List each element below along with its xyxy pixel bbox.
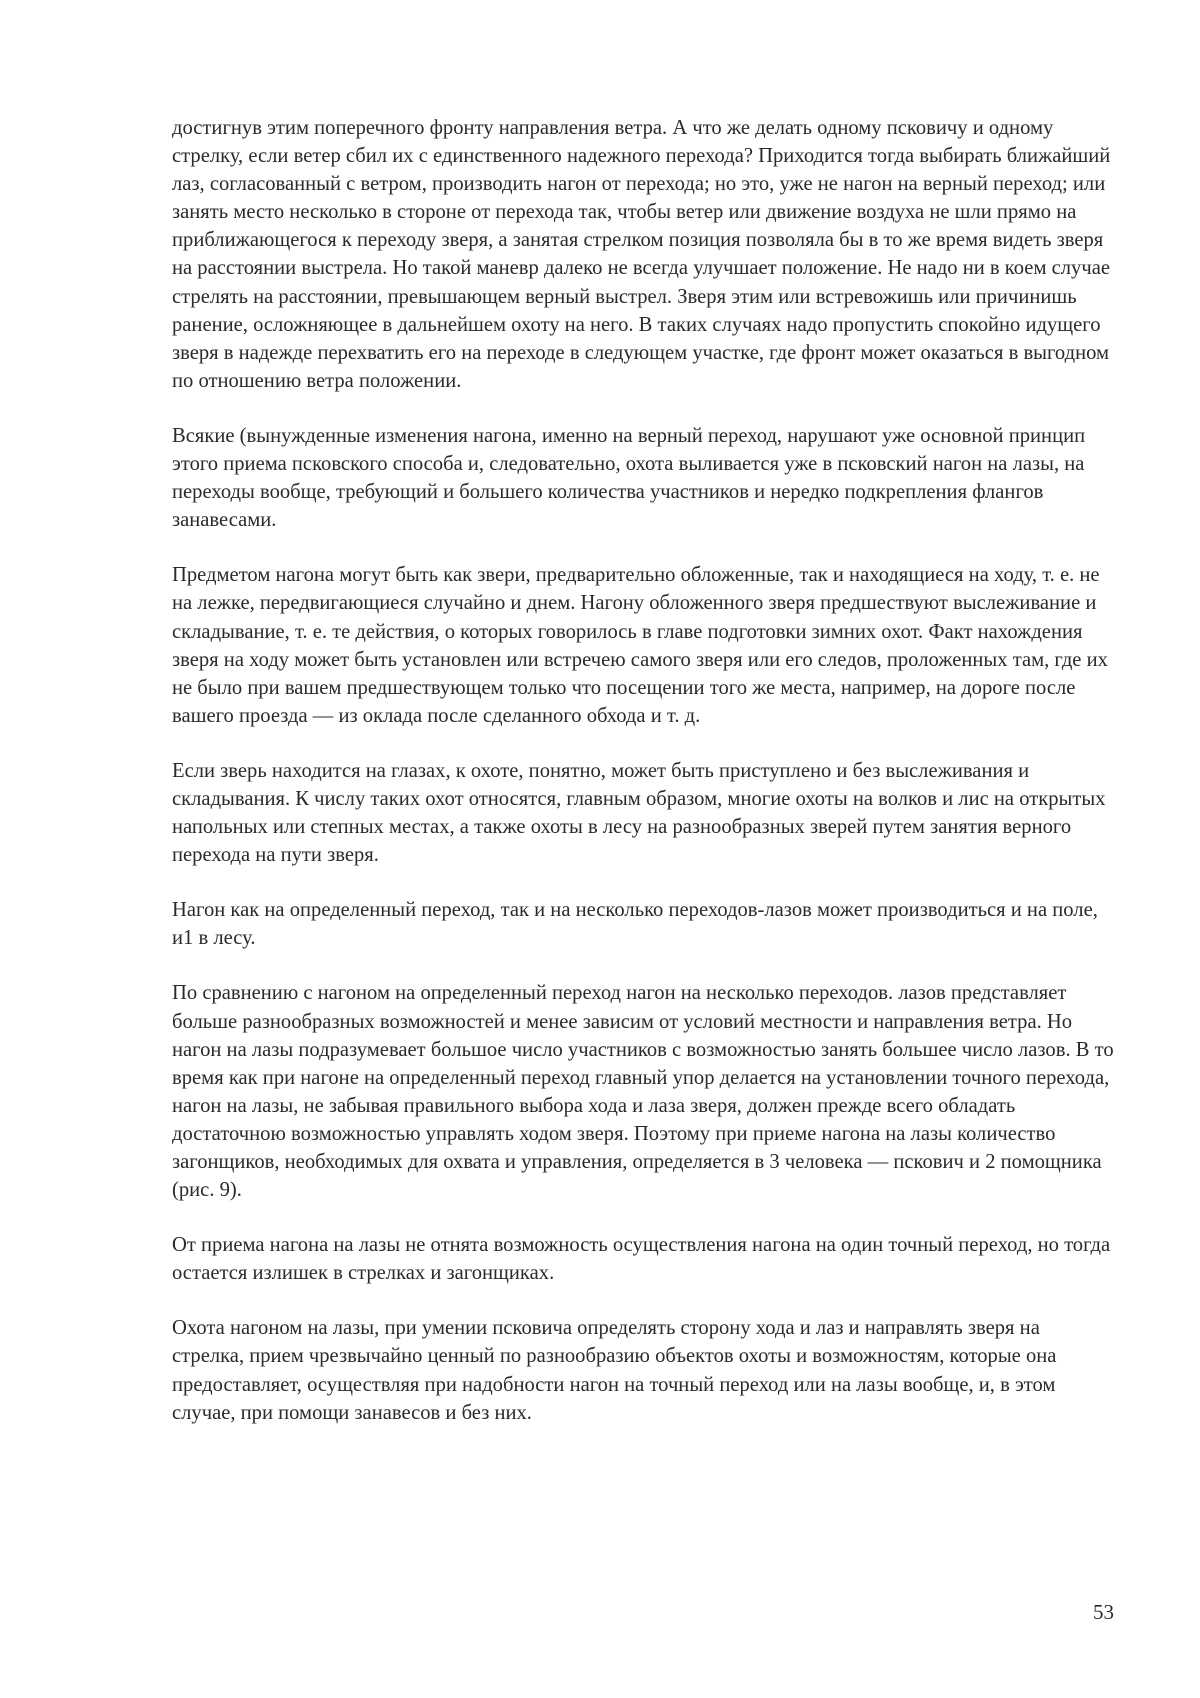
paragraph: Предметом нагона могут быть как звери, предварительно обложенные, так и находящиеся на ходу, т. е. не на лежке, передвигающиеся случайно и днем. Нагону обложенного зверя предшествуют выслеживание и складывание, т. е. те действия, о которых говорилось в главе подготовки зимних охот. Факт нахождения зверя на ходу может быть установлен или встречею самого зверя или его следов, проложенных там, где их не было при вашем предшествующем только что посещении того же места, например, на дороге после вашего проезда — из оклада после сделанного обхода и т. д. [172, 561, 1114, 730]
paragraph: По сравнению с нагоном на определенный переход нагон на несколько переходов. лазов представляет больше разнообразных возможностей и менее зависим от условий местности и направления ветра. Но нагон на лазы подразумевает большое число участников с возможностью занять большее число лазов. В то время как при нагоне на определенный переход главный упор делается на установлении точного перехода, нагон на лазы, не забывая правильного выбора хода и лаза зверя, должен прежде всего обладать достаточною возможностью управлять ходом зверя. Поэтому при приеме нагона на лазы количество загонщиков, необходимых для охвата и управления, определяется в 3 человека — пскович и 2 помощника (рис. 9). [172, 979, 1114, 1204]
paragraph: Охота нагоном на лазы, при умении псковича определять сторону хода и лаз и направлять зверя на стрелка, прием чрезвычайно ценный по разнообразию объектов охоты и возможностям, которые она предоставляет, осуществляя при надобности нагон на точный переход или на лазы вообще, и, в этом случае, при помощи занавесов и без них. [172, 1314, 1114, 1426]
paragraph: От приема нагона на лазы не отнята возможность осуществления нагона на один точный переход, но тогда остается излишек в стрелках и загонщиках. [172, 1231, 1114, 1287]
paragraph: Нагон как на определенный переход, так и на несколько переходов-лазов может производиться и на поле, и1 в лесу. [172, 896, 1114, 952]
page-number: 53 [1093, 1600, 1114, 1625]
paragraph: достигнув этим поперечного фронту направления ветра. А что же делать одному псковичу и одному стрелку, если ветер сбил их с единственного надежного перехода? Приходится тогда выбирать ближайший лаз, согласованный с ветром, производить нагон от перехода; но это, уже не нагон на верный переход; или занять место несколько в стороне от перехода так, чтобы ветер или движение воздуха не шли прямо на приближающегося к переходу зверя, а занятая стрелком позиция позволяла бы в то же время видеть зверя на расстоянии выстрела. Но такой маневр далеко не всегда улучшает положение. Не надо ни в коем случае стрелять на расстоянии, превышающем верный выстрел. Зверя этим или встревожишь или причинишь ранение, осложняющее в дальнейшем охоту на него. В таких случаях надо пропустить спокойно идущего зверя в надежде перехватить его на переходе в следующем участке, где фронт может оказаться в выгодном по отношению ветра положении. [172, 114, 1114, 395]
document-page [0, 0, 1200, 1698]
paragraph: Всякие (вынужденные изменения нагона, именно на верный переход, нарушают уже основной принцип этого приема псковского способа и, следовательно, охота выливается уже в псковский нагон на лазы, на переходы вообще, требующий и большего количества участников и нередко подкрепления флангов занавесами. [172, 422, 1114, 534]
paragraph: Если зверь находится на глазах, к охоте, понятно, может быть приступлено и без выслеживания и складывания. К числу таких охот относятся, главным образом, многие охоты на волков и лис на открытых напольных или степных местах, а также охоты в лесу на разнообразных зверей путем занятия верного перехода на пути зверя. [172, 757, 1114, 869]
text-body [172, 114, 1114, 1454]
